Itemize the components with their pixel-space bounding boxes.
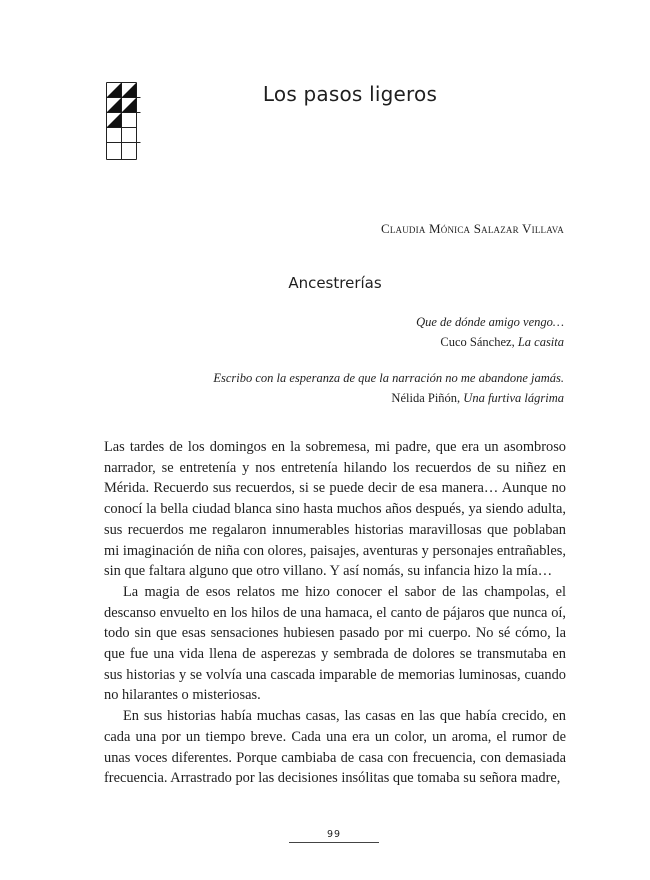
paragraph: Las tardes de los domingos en la sobremesa, mi padre, que era un asombroso narrador, se entretenía y nos entretenía hilando los recuerdos de su niñez en Mérida. Recuerdo sus recuerdos, si se puede decir de esa manera… Aunque no conocí la bella ciudad blanca sino hasta muchos años después, ya siendo adulta, sus recuerdos me regalaron innumerables historias maravillosas que poblaban mi imaginación de niña con olores, paisajes, aventuras y personajes entrañables, sin que faltara alguno que otro villano. Y así nomás, su infancia hizo la mía…	[104, 439, 566, 580]
author-name: Claudia Mónica Salazar Villava	[380, 221, 564, 236]
story-body	[104, 437, 566, 789]
epigraph-work: La casita	[517, 335, 564, 349]
epigraph-author: Nélida Piñón	[391, 391, 458, 405]
section-title: Ancestrerías	[288, 274, 382, 292]
epigraph-work: Una furtiva lágrima	[463, 391, 564, 405]
page-number: 99	[326, 829, 342, 840]
epigraph-quote: Que de dónde amigo vengo…	[416, 315, 564, 329]
story-title: Los pasos ligeros	[262, 82, 438, 106]
epigraph	[213, 368, 564, 408]
epigraph-source: Nélida Piñón, Una furtiva lágrima	[391, 391, 564, 405]
epigraph-source: Cuco Sánchez, La casita	[440, 335, 564, 349]
epigraph-quote: Escribo con la esperanza de que la narración no me abandone jamás.	[213, 371, 564, 385]
paragraph: En sus historias había muchas casas, las casas en las que había crecido, en cada una por un tiempo breve. Cada una era un color, un aroma, el rumor de unas voces diferentes. Porque cambiaba de casa con frecuencia, con demasiada frecuencia. Arrastrado por las decisiones insólitas que tomaba su señora madre,	[104, 708, 566, 787]
epigraph	[416, 312, 564, 352]
paragraph: La magia de esos relatos me hizo conocer el sabor de las champolas, el descanso envuelto en los hilos de una hamaca, el canto de pájaros que nunca oí, todo sin que esas sensaciones hubiesen pasado por mi cuerpo. No sé cómo, la que fue una vida llena de asperezas y sembrada de dolores se transmutaba en sus historias y se volvía una cascada imparable de memorias luminosas, cuando no hilarantes o misteriosas.	[104, 583, 566, 704]
footer-rule	[289, 842, 379, 843]
epigraph-author: Cuco Sánchez	[440, 335, 512, 349]
